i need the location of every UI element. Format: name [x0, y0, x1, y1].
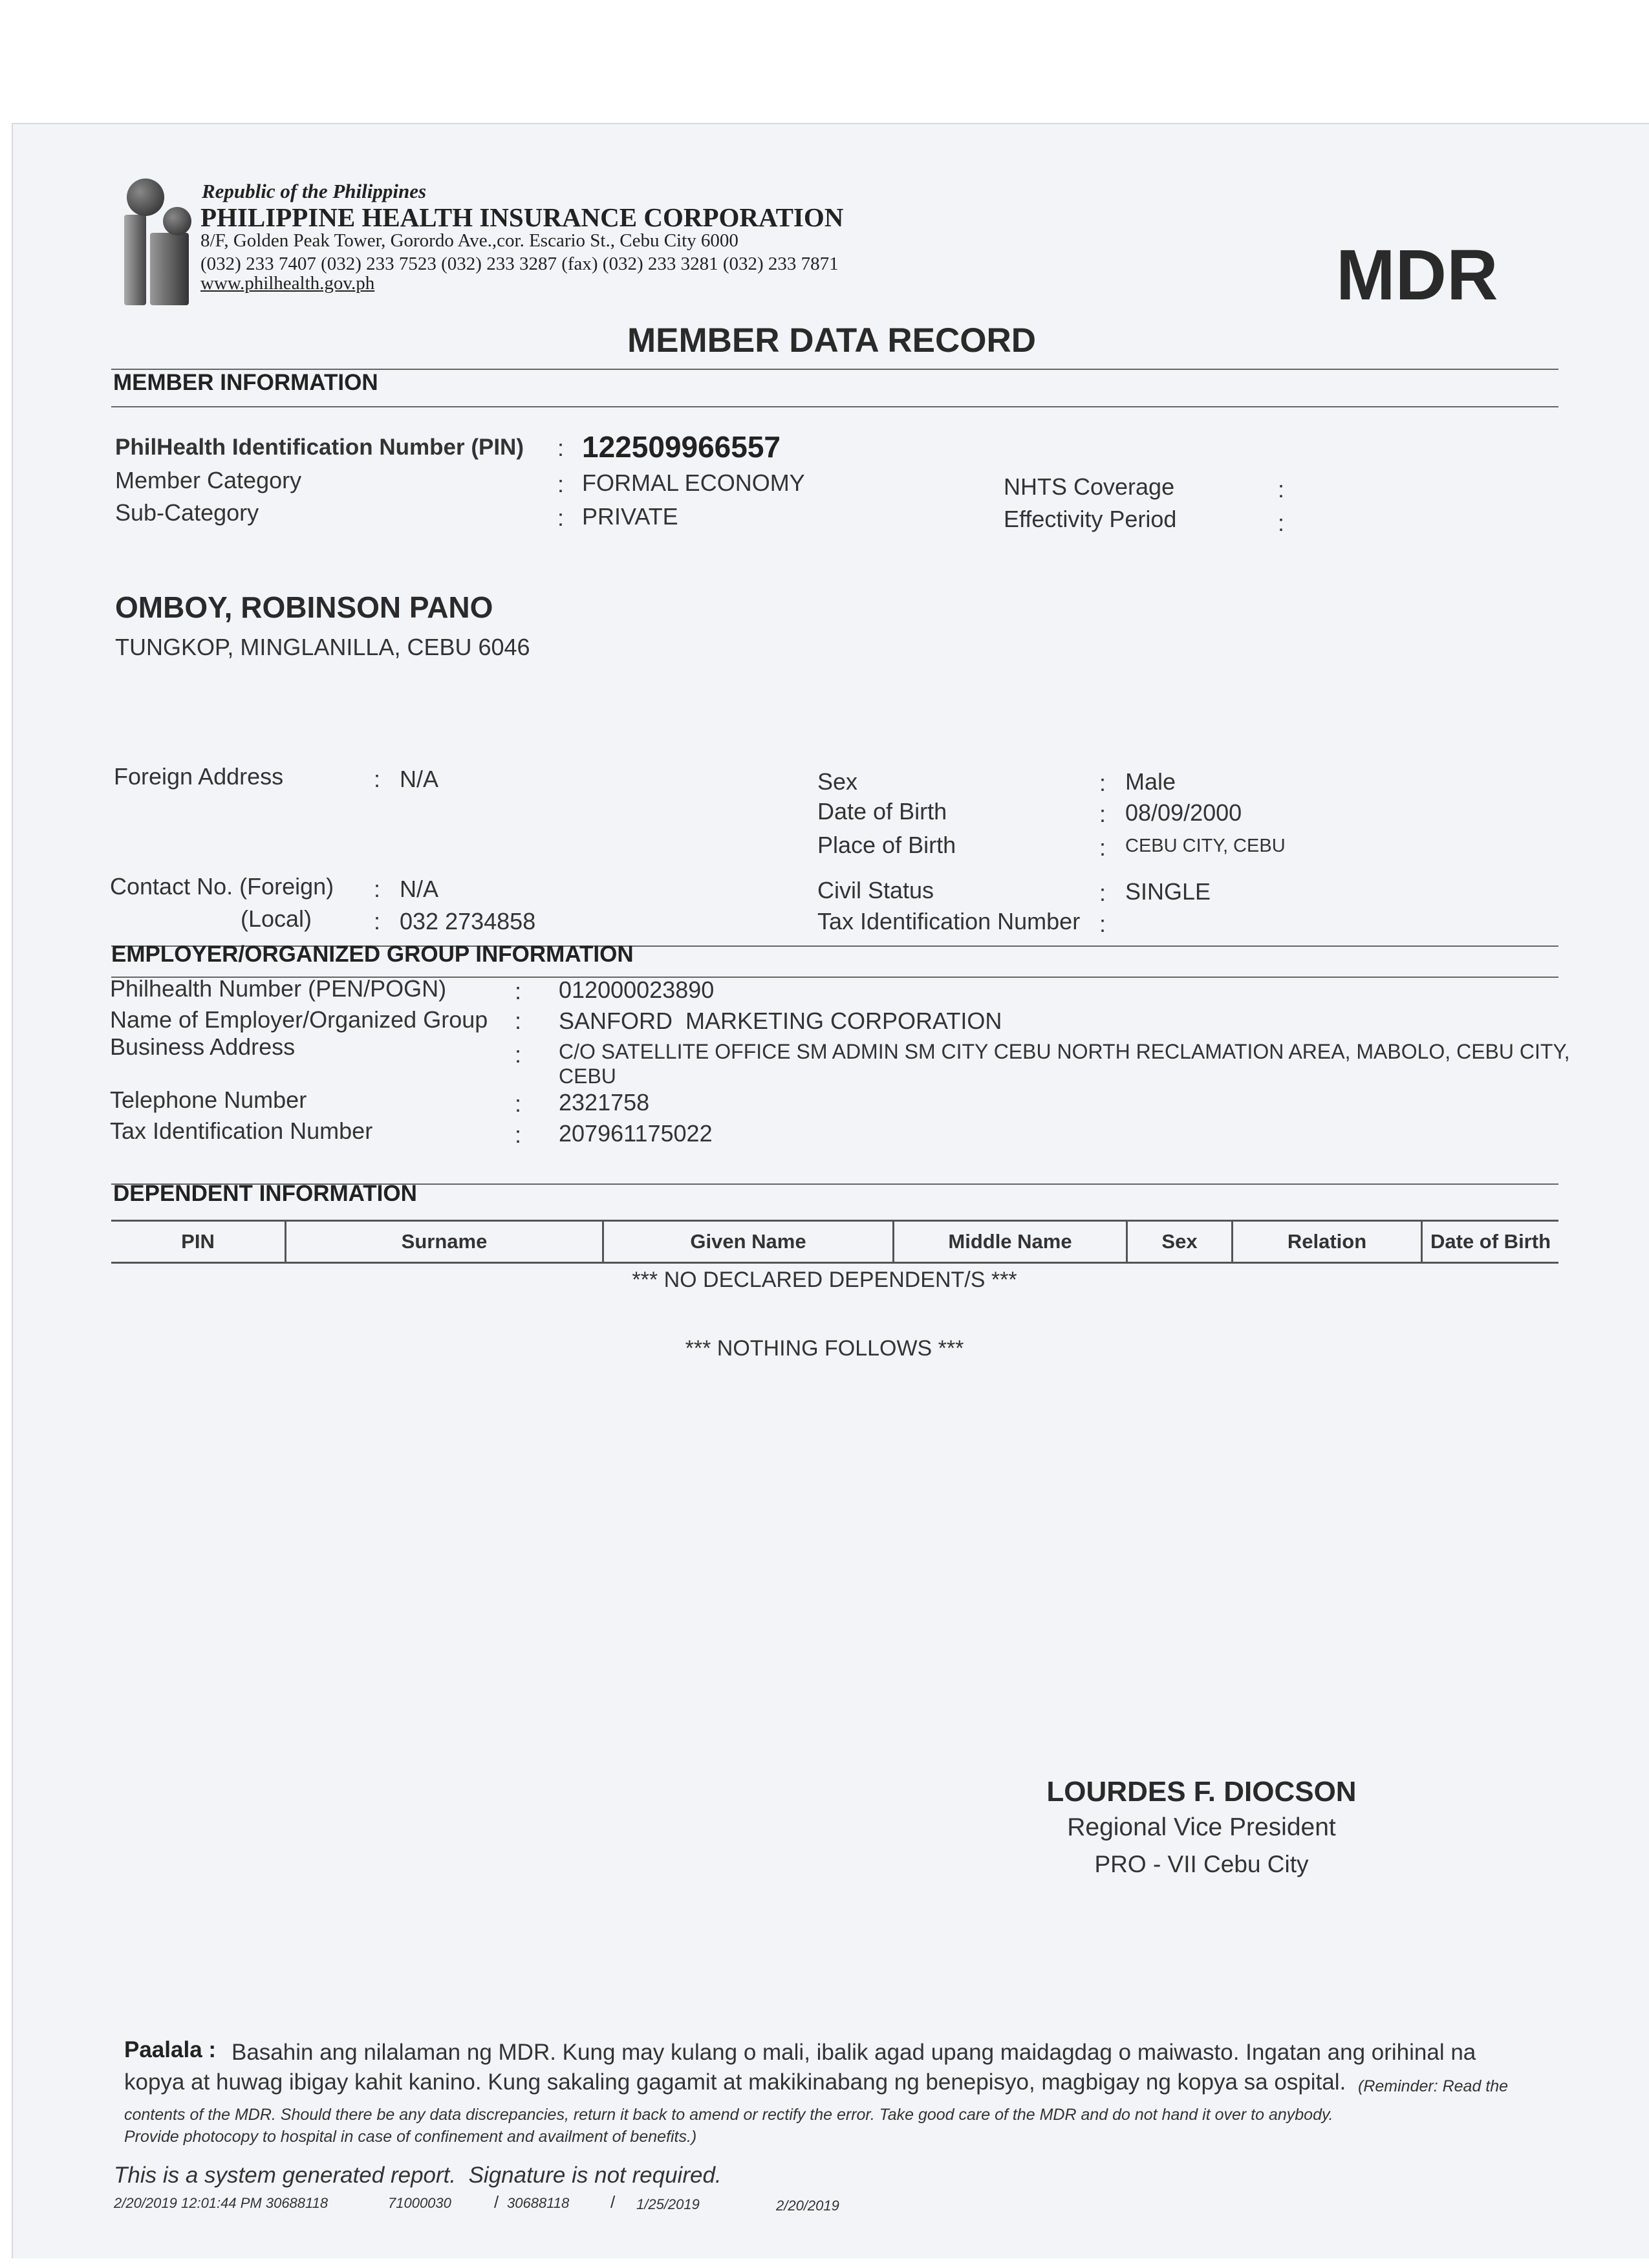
reminder-tagalog-line2: kopya at huwag ibigay kahit kanino. Kung sakaling gagamit at makikinabang ng benepisyo, magbigay ng kopya sa ospital. [124, 2069, 1346, 2095]
subcategory-label: Sub-Category [115, 499, 259, 526]
agency-phones: (032) 233 7407 (032) 233 7523 (032) 233 3287 (fax) (032) 233 3281 (032) 233 7871 [200, 254, 839, 274]
business-address-line2: CEBU [559, 1064, 616, 1088]
divider [111, 406, 1558, 407]
colon: : [515, 1121, 522, 1148]
employer-name-value: SANFORD MARKETING CORPORATION [559, 1008, 1002, 1034]
employer-tin-value: 207961175022 [559, 1120, 713, 1147]
contact-foreign-value: N/A [400, 876, 439, 902]
colon: : [1278, 510, 1285, 536]
employer-name-label: Name of Employer/Organized Group [110, 1006, 488, 1033]
column-header: PIN [111, 1221, 286, 1263]
colon: : [557, 435, 565, 461]
member-category-label: Member Category [115, 467, 302, 493]
telephone-label: Telephone Number [110, 1086, 307, 1113]
pin-label: PhilHealth Identification Number (PIN) [115, 435, 524, 460]
colon: : [1099, 770, 1106, 796]
colon: : [1099, 834, 1106, 861]
agency-website[interactable]: www.philhealth.gov.ph [200, 273, 375, 294]
colon: : [1278, 476, 1285, 502]
column-header: Date of Birth [1422, 1221, 1559, 1263]
subcategory-value: PRIVATE [582, 503, 678, 530]
telephone-value: 2321758 [559, 1089, 650, 1116]
colon: : [374, 876, 381, 902]
print-stamp-date2: 2/20/2019 [776, 2198, 839, 2214]
sex-label: Sex [817, 768, 858, 795]
dob-value: 08/09/2000 [1125, 799, 1242, 826]
signatory-title: Regional Vice President [1067, 1813, 1336, 1841]
section-title-dependent: DEPENDENT INFORMATION [113, 1181, 417, 1206]
dependent-table-header [111, 1221, 1558, 1263]
dependent-table [111, 1220, 1558, 1264]
contact-local-label: (Local) [241, 905, 312, 932]
colon: : [374, 908, 381, 934]
member-address: TUNGKOP, MINGLANILLA, CEBU 6046 [115, 634, 530, 660]
effectivity-label: Effectivity Period [1004, 506, 1177, 532]
member-name: OMBOY, ROBINSON PANO [115, 590, 493, 624]
colon: : [515, 1090, 522, 1117]
business-address-label: Business Address [110, 1033, 296, 1060]
dob-label: Date of Birth [817, 798, 947, 825]
member-category-value: FORMAL ECONOMY [582, 470, 805, 496]
pen-value: 012000023890 [559, 977, 715, 1003]
section-title-employer: EMPLOYER/ORGANIZED GROUP INFORMATION [111, 942, 634, 967]
reminder-tagalog-line1: Basahin ang nilalaman ng MDR. Kung may kulang o mali, ibalik agad upang maidagdag o maiwasto. Ingatan ang orihinal na [232, 2040, 1476, 2065]
pob-value: CEBU CITY, CEBU [1125, 836, 1286, 856]
column-header: Given Name [603, 1221, 894, 1263]
reminder-english-line2: contents of the MDR. Should there be any data discrepancies, return it back to amend or rectify the error. Take good care of the MDR and do not hand it over to anybody. [124, 2106, 1333, 2124]
colon: : [557, 504, 565, 531]
signatory-name: LOURDES F. DIOCSON [1046, 1776, 1357, 1808]
print-stamp-code1: 71000030 [388, 2195, 451, 2211]
column-header: Surname [286, 1221, 603, 1263]
colon: : [515, 1008, 522, 1034]
column-header: Relation [1233, 1221, 1422, 1263]
stamp-separator: / [494, 2192, 499, 2212]
colon: : [515, 1041, 522, 1068]
colon: : [1099, 880, 1106, 906]
nothing-follows-note: *** NOTHING FOLLOWS *** [685, 1336, 964, 1361]
pob-label: Place of Birth [817, 832, 956, 858]
column-header: Middle Name [894, 1221, 1127, 1263]
employer-tin-label: Tax Identification Number [110, 1118, 373, 1144]
page-title: MEMBER DATA RECORD [627, 321, 1037, 360]
reminder-english-line3: Provide photocopy to hospital in case of confinement and availment of benefits.) [124, 2128, 697, 2146]
agency-address: 8/F, Golden Peak Tower, Gorordo Ave.,cor. Escario St., Cebu City 6000 [200, 230, 738, 251]
agency-name: PHILIPPINE HEALTH INSURANCE CORPORATION [200, 202, 844, 232]
system-generated-note: This is a system generated report. Signature is not required. [114, 2163, 722, 2188]
stamp-separator: / [610, 2192, 616, 2212]
column-header: Sex [1127, 1221, 1233, 1263]
contact-foreign-label: Contact No. (Foreign) [110, 873, 334, 900]
nhts-label: NHTS Coverage [1004, 473, 1175, 500]
republic-text: Republic of the Philippines [202, 180, 427, 202]
print-stamp-date1: 1/25/2019 [636, 2196, 700, 2212]
reminder-label: Paalala : [124, 2037, 217, 2062]
member-tin-label: Tax Identification Number [817, 908, 1081, 934]
colon: : [374, 766, 381, 792]
foreign-address-label: Foreign Address [114, 763, 284, 790]
sex-value: Male [1125, 768, 1176, 795]
signatory-office: PRO - VII Cebu City [1094, 1851, 1309, 1877]
pin-value: 122509966557 [582, 430, 781, 464]
civil-status-label: Civil Status [817, 877, 934, 903]
colon: : [1099, 911, 1106, 937]
print-stamp-datetime: 2/20/2019 12:01:44 PM 30688118 [114, 2195, 329, 2211]
colon: : [1099, 801, 1106, 827]
mdr-badge: MDR [1336, 235, 1498, 315]
contact-local-value: 032 2734858 [400, 908, 536, 934]
section-title-member: MEMBER INFORMATION [113, 370, 378, 395]
colon: : [557, 471, 565, 497]
no-dependents-note: *** NO DECLARED DEPENDENT/S *** [632, 1268, 1017, 1292]
pen-label: Philhealth Number (PEN/POGN) [110, 975, 447, 1002]
foreign-address-value: N/A [400, 766, 439, 792]
print-stamp-code2: 30688118 [507, 2195, 570, 2211]
business-address-line1: C/O SATELLITE OFFICE SM ADMIN SM CITY CEBU NORTH RECLAMATION AREA, MABOLO, CEBU CITY, [559, 1040, 1570, 1063]
civil-status-value: SINGLE [1125, 878, 1211, 905]
reminder-english-line1: (Reminder: Read the [1358, 2077, 1509, 2095]
colon: : [515, 978, 522, 1004]
